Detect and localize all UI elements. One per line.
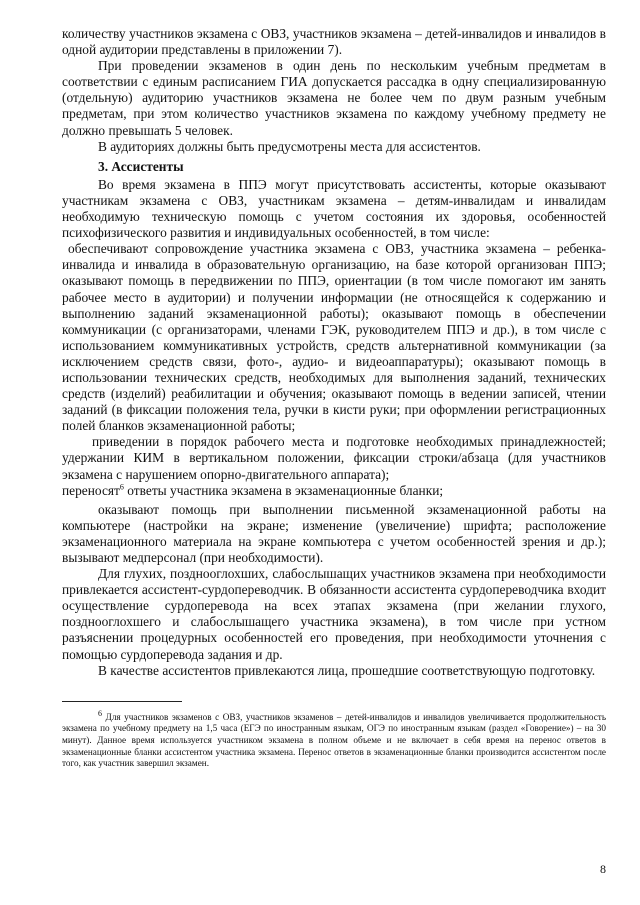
paragraph-computer-help: оказывают помощь при выполнении письменной экзаменационной работы на компьютере (настройки на экране; изменение (увеличение) шрифта; расположение экзаменационного материала на экране компьютера с учетом особенностей зрения и др.); вызывают медперсонал (при необходимости). [62, 501, 606, 565]
footnote-marker: 6 [98, 708, 102, 718]
footnote-text: Для участников экзаменов с ОВЗ, участников экзаменов – детей-инвалидов и инвалидов увеличивается продолжительность экзамена по учебному предмету на 1,5 часа (ЕГЭ по иностранным языкам, ОГЭ по иностранным языкам (раздел «Говорение») – на 30 минут). Данное время используется участником экзамена в полном объеме и не включает в себя время на перенос ответов в экзаменационные бланки ассистентом участника экзамена. Перенос ответов в экзаменационные бланки производится ассистентом после того, как участник завершил экзамен. [62, 711, 607, 769]
page-number: 8 [600, 862, 606, 876]
footnote-divider [62, 701, 182, 702]
paragraph-seating-rules: При проведении экзаменов в один день по нескольким учебным предметам в соответствии с единым расписанием ГИА допускается рассадка в одну специализированную (отдельную) аудиторию участников экзамена не более чем по двум разным учебным предметам, при этом количество участников экзамена по каждому учебному предмету не должно превышать 5 человек. [62, 58, 606, 138]
section-heading-assistants: 3. Ассистенты [98, 158, 184, 174]
paragraph-continuation: количеству участников экзамена с ОВЗ, участников экзамена – детей-инвалидов и инвалидов в одной аудитории представлены в приложении 7). [62, 26, 606, 58]
footnote [62, 708, 607, 770]
text-transfer-verb: переносят [62, 482, 120, 498]
paragraph-sign-language-assistant: Для глухих, позднооглохших, слабослышащих участников экзамена при необходимости привлекается ассистент-сурдопереводчик. В обязанности ассистента сурдопереводчика входит осуществление сурдоперевода на всех этапах экзамена (при желании глухого, позднооглохшего и слабослышащего участника экзамена), в том числе при устном разъяснении процедурных особенностей его проведения, при необходимости уточнения с помощью сурдоперевода задания и др. [62, 566, 606, 662]
paragraph-assistants-intro: Во время экзамена в ППЭ могут присутствовать ассистенты, которые оказывают участникам экзамена с ОВЗ, участникам экзамена – детям-инвалидам и инвалидам необходимую техническую помощь с учетом состояния их здоровья, особенностей психофизического развития и индивидуальных особенностей, в том числе: [62, 176, 606, 241]
document-body [62, 26, 606, 679]
paragraph-assistant-duties: обеспечивают сопровождение участника экзамена с ОВЗ, участника экзамена – ребенка-инвалида и инвалида в образовательную организацию, на базе которой организован ППЭ; оказывают помощь в передвижении по ППЭ, ориентации (в том числе помогают им занять рабочее место в аудитории) и получении информации (не относящейся к содержанию и выполнению заданий экзаменационной работы); оказывают помощь в обеспечении коммуникации (с организаторами, членами ГЭК, руководителем ППЭ и др.), в том числе с использованием коммуникативных устройств, средств альтернативной коммуникации (за исключением средств связи, фото-, аудио- и видеоаппаратуры); оказывают помощь в использовании технических средств, необходимых для выполнения заданий, технических средств (изделий) реабилитации и обучения; оказывают помощь в ведении записей, чтении заданий (в фиксации положения тела, ручки в кисти руки; при оформлении регистрационных полей бланков экзаменационной работы; [62, 241, 606, 434]
paragraph-workplace-preparation: приведении в порядок рабочего места и подготовке необходимых принадлежностей; удержании КИМ в вертикальном положении, фиксации строки/абзаца (для участников экзамена с нарушением опорно-двигательного аппарата); [62, 434, 606, 482]
paragraph-assistant-qualification: В качестве ассистентов привлекаются лица, прошедшие соответствующую подготовку. [98, 662, 596, 678]
footnote-reference[interactable]: 6 [119, 482, 124, 492]
footnote-paragraph [62, 708, 607, 770]
text-transfer-rest: ответы участника экзамена в экзаменационные бланки; [127, 482, 444, 498]
paragraph-assistant-seats: В аудиториях должны быть предусмотрены места для ассистентов. [98, 138, 481, 154]
paragraph-answer-transfer [62, 483, 606, 499]
